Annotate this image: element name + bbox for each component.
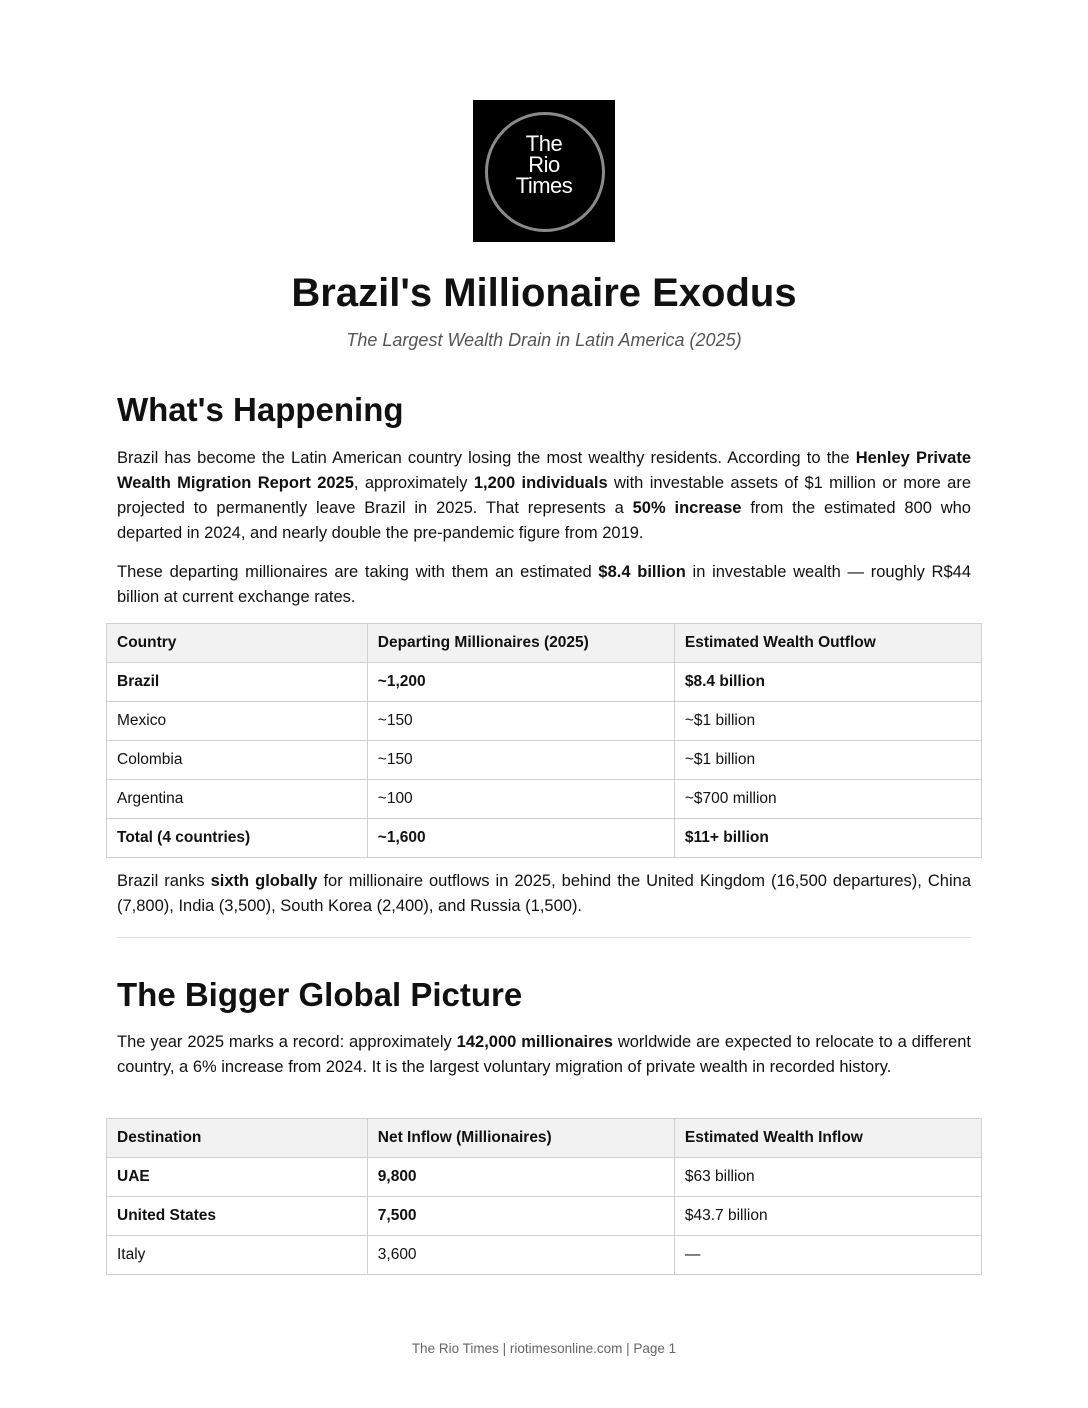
paragraph-text: worldwide are expected to relocate to a different country, a 6% increase from 2024. It is the largest voluntary migration of private wealth in recorded history. <box>117 1033 971 1076</box>
table-cell: Mexico <box>107 702 368 741</box>
paragraph-text: Brazil has become the Latin American country losing the most wealthy residents. According to the <box>117 449 856 467</box>
paragraph-text: from the estimated 800 who departed in 2024, and nearly double the pre-pandemic figure from 2019. <box>117 499 971 542</box>
section-divider <box>117 937 971 938</box>
section-heading-global-wrap <box>117 975 971 1015</box>
table-cell: Argentina <box>107 780 368 819</box>
table-cell: ~150 <box>367 741 674 780</box>
the-rio-times-logo <box>473 100 615 242</box>
table-row <box>107 702 982 741</box>
table-cell: $63 billion <box>674 1158 981 1197</box>
table-cell: 7,500 <box>367 1197 674 1236</box>
emphasis-text: sixth globally <box>210 872 318 890</box>
section2-paragraph-1 <box>117 1030 971 1080</box>
column-header: Destination <box>107 1119 368 1158</box>
table-row <box>107 780 982 819</box>
logo-wordmark <box>473 133 615 196</box>
table-header-row <box>107 1119 982 1158</box>
table-cell: ~$1 billion <box>674 741 981 780</box>
emphasis-text: Henley Private Wealth Migration Report 2025 <box>117 449 972 492</box>
paragraph-text: for millionaire outflows in 2025, behind the United Kingdom (16,500 departures), China (7,800), India (3,500), South Korea (2,400), and Russia (1,500). <box>117 872 971 915</box>
logo-line-3: Times <box>515 173 573 198</box>
table-row <box>107 741 982 780</box>
logo-line-1: The <box>525 131 563 156</box>
table-cell: ~100 <box>367 780 674 819</box>
table-cell: ~$700 million <box>674 780 981 819</box>
table-cell: Total (4 countries) <box>107 819 368 858</box>
column-header: Estimated Wealth Inflow <box>674 1119 981 1158</box>
section-heading-whats-happening: What's Happening <box>117 391 404 428</box>
table-row <box>107 1236 982 1275</box>
table-cell: UAE <box>107 1158 368 1197</box>
table-cell: $8.4 billion <box>674 663 981 702</box>
outflow-table <box>106 623 982 858</box>
table-cell: ~$1 billion <box>674 702 981 741</box>
page-title: Brazil's Millionaire Exodus <box>291 271 797 315</box>
emphasis-text: 142,000 millionaires <box>456 1033 613 1051</box>
page-subtitle: The Largest Wealth Drain in Latin America (2025) <box>346 330 742 350</box>
table-row <box>107 1158 982 1197</box>
table-cell: Italy <box>107 1236 368 1275</box>
table-cell: $11+ billion <box>674 819 981 858</box>
table-cell: United States <box>107 1197 368 1236</box>
section1-paragraph-3-wrap <box>117 869 971 919</box>
table-cell: 9,800 <box>367 1158 674 1197</box>
section1-paragraph-2 <box>117 560 971 610</box>
section-heading-whats-happening-wrap <box>117 390 971 430</box>
table-cell: Colombia <box>107 741 368 780</box>
section2-paragraph-1-wrap <box>117 1030 971 1080</box>
section1-paragraph-2-wrap <box>117 560 971 610</box>
section1-paragraph-3 <box>117 869 971 919</box>
paragraph-text: in investable wealth — roughly R$44 billion at current exchange rates. <box>117 563 971 606</box>
section-heading-global-picture: The Bigger Global Picture <box>117 976 523 1013</box>
section1-paragraph-1 <box>117 446 971 546</box>
column-header: Country <box>107 624 368 663</box>
table-cell: ~150 <box>367 702 674 741</box>
emphasis-text: 1,200 individuals <box>473 474 608 492</box>
column-header: Estimated Wealth Outflow <box>674 624 981 663</box>
table-row <box>107 663 982 702</box>
page-footer: The Rio Times | riotimesonline.com | Page 1 <box>411 1341 677 1356</box>
section1-paragraph-1-wrap <box>117 446 971 546</box>
paragraph-text: Brazil ranks <box>117 872 211 890</box>
emphasis-text: 50% increase <box>632 499 742 517</box>
paragraph-text: The year 2025 marks a record: approximately <box>117 1033 457 1051</box>
column-header: Departing Millionaires (2025) <box>367 624 674 663</box>
paragraph-text: , approximately <box>353 474 474 492</box>
table-cell: Brazil <box>107 663 368 702</box>
table-cell: ~1,200 <box>367 663 674 702</box>
table-header-row <box>107 624 982 663</box>
table-cell: $43.7 billion <box>674 1197 981 1236</box>
column-header: Net Inflow (Millionaires) <box>367 1119 674 1158</box>
paragraph-text: These departing millionaires are taking with them an estimated <box>117 563 599 581</box>
table-cell: 3,600 <box>367 1236 674 1275</box>
table-row <box>107 1197 982 1236</box>
paragraph-text: with investable assets of $1 million or more are projected to permanently leave Brazil in 2025. That represents a <box>117 474 971 517</box>
table-cell: — <box>674 1236 981 1275</box>
emphasis-text: $8.4 billion <box>598 563 686 581</box>
inflow-table <box>106 1118 982 1275</box>
table-row <box>107 819 982 858</box>
table-cell: ~1,600 <box>367 819 674 858</box>
logo-line-2: Rio <box>528 152 560 177</box>
